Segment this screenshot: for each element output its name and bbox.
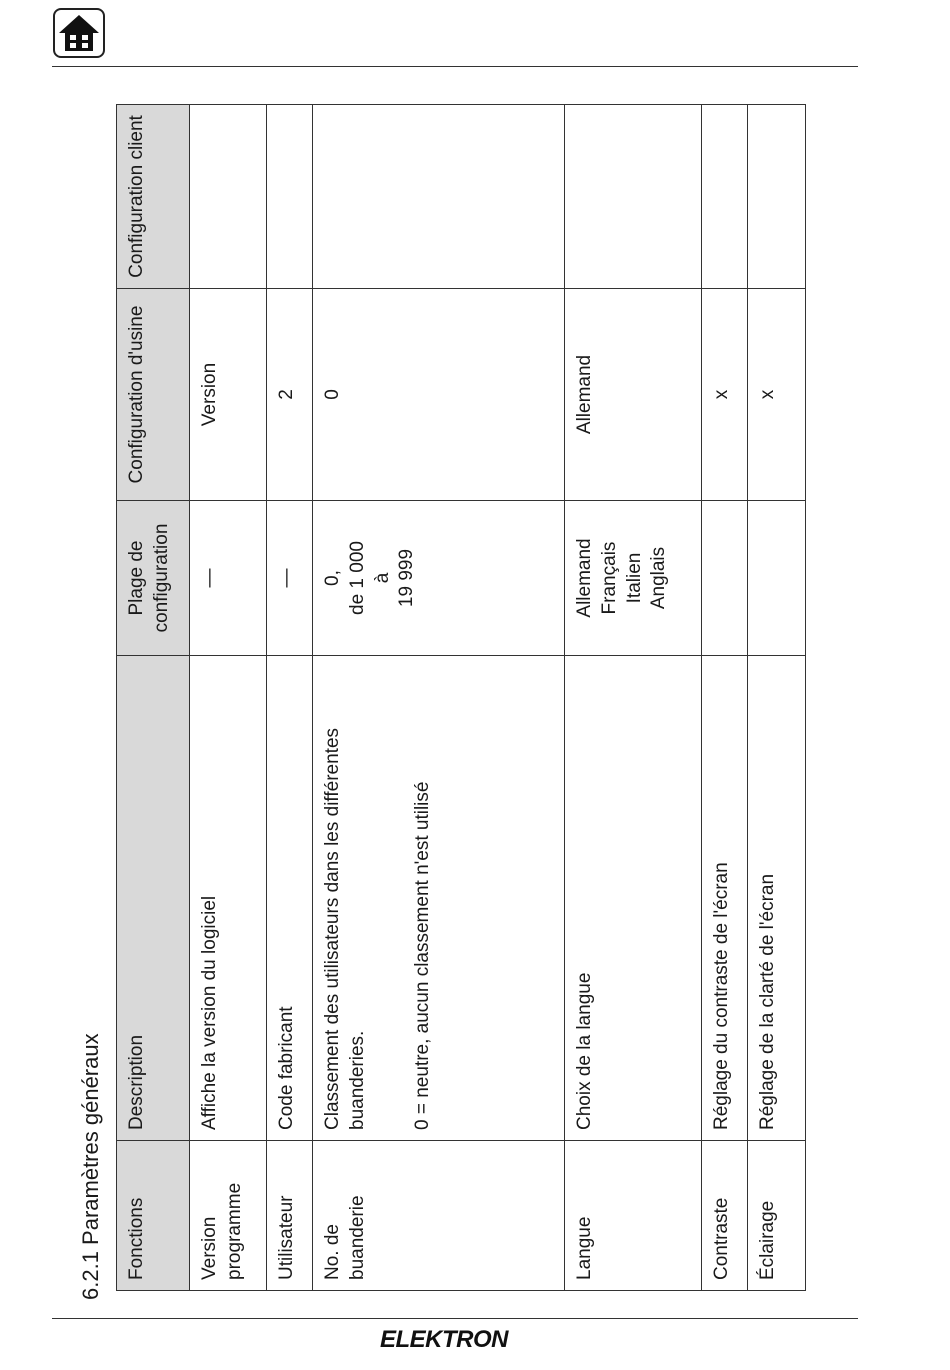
- cell-client: [702, 105, 748, 289]
- header-description: Description: [117, 656, 190, 1141]
- cell-client: [190, 105, 267, 289]
- cell-plage: [190, 501, 267, 656]
- range-value: de 1 000: [347, 541, 369, 615]
- table-row: [702, 105, 748, 1291]
- cell-plage: [565, 501, 702, 656]
- range-value: Allemand: [574, 538, 596, 618]
- description-note: 0 = neutre, aucun classement n'est utilisé: [411, 781, 433, 1130]
- cell-usine: 2: [267, 289, 313, 501]
- cell-usine: x: [748, 289, 806, 501]
- home-icon[interactable]: [53, 8, 105, 58]
- cell-fonction: Langue: [565, 1141, 702, 1291]
- table-row: [565, 105, 702, 1291]
- table-row: [190, 105, 267, 1291]
- cell-plage: [702, 501, 748, 656]
- header-rule: [52, 66, 858, 67]
- description-text: Choix de la langue: [574, 972, 596, 1130]
- parameters-table-wrapper: [116, 105, 806, 1291]
- brand-logo: ELEKTRON: [380, 1326, 508, 1353]
- header-fonctions: Fonctions: [117, 1141, 190, 1291]
- range-value: 19 999: [396, 548, 418, 608]
- description-text: Réglage de la clarté de l'écran: [757, 873, 779, 1130]
- header-client: Configuration client: [117, 105, 190, 289]
- cell-plage: [267, 501, 313, 656]
- header-plage: Plage de configuration: [117, 501, 190, 656]
- cell-description: [748, 656, 806, 1141]
- cell-usine: Version: [190, 289, 267, 501]
- cell-description: [267, 656, 313, 1141]
- cell-plage: [313, 501, 565, 656]
- parameters-table: [116, 104, 806, 1291]
- cell-usine: x: [702, 289, 748, 501]
- cell-description: [313, 656, 565, 1141]
- range-value: 0,: [322, 570, 344, 586]
- cell-usine: 0: [313, 289, 565, 501]
- cell-fonction: Utilisateur: [267, 1141, 313, 1291]
- cell-description: [565, 656, 702, 1141]
- table-row: [748, 105, 806, 1291]
- range-value: Anglais: [648, 546, 670, 610]
- table-row: [313, 105, 565, 1291]
- range-value: —: [276, 568, 298, 588]
- cell-client: [313, 105, 565, 289]
- range-value: à: [371, 572, 393, 584]
- cell-plage: [748, 501, 806, 656]
- cell-description: [702, 656, 748, 1141]
- cell-client: [267, 105, 313, 289]
- cell-client: [565, 105, 702, 289]
- range-value: —: [199, 568, 220, 588]
- table-header-row: [117, 105, 190, 1291]
- cell-fonction: Éclairage: [748, 1141, 806, 1291]
- cell-fonction: No. de buanderie: [313, 1141, 565, 1291]
- table-row: [267, 105, 313, 1291]
- range-value: Français: [599, 541, 621, 615]
- cell-description: [190, 656, 267, 1141]
- section-title: 6.2.1 Paramètres généraux: [78, 1033, 103, 1300]
- footer-rule: [52, 1318, 858, 1319]
- description-text: Affiche la version du logiciel: [199, 895, 220, 1130]
- description-text: Classement des utilisateurs dans les différentes buanderies.: [322, 727, 369, 1130]
- description-text: Code fabricant: [276, 1006, 298, 1130]
- cell-fonction: Contraste: [702, 1141, 748, 1291]
- header-usine: Configuration d'usine: [117, 289, 190, 501]
- cell-fonction: Version programme: [190, 1141, 267, 1291]
- cell-client: [748, 105, 806, 289]
- range-value: Italien: [623, 552, 645, 604]
- cell-usine: Allemand: [565, 289, 702, 501]
- description-text: Réglage du contraste de l'écran: [711, 862, 733, 1130]
